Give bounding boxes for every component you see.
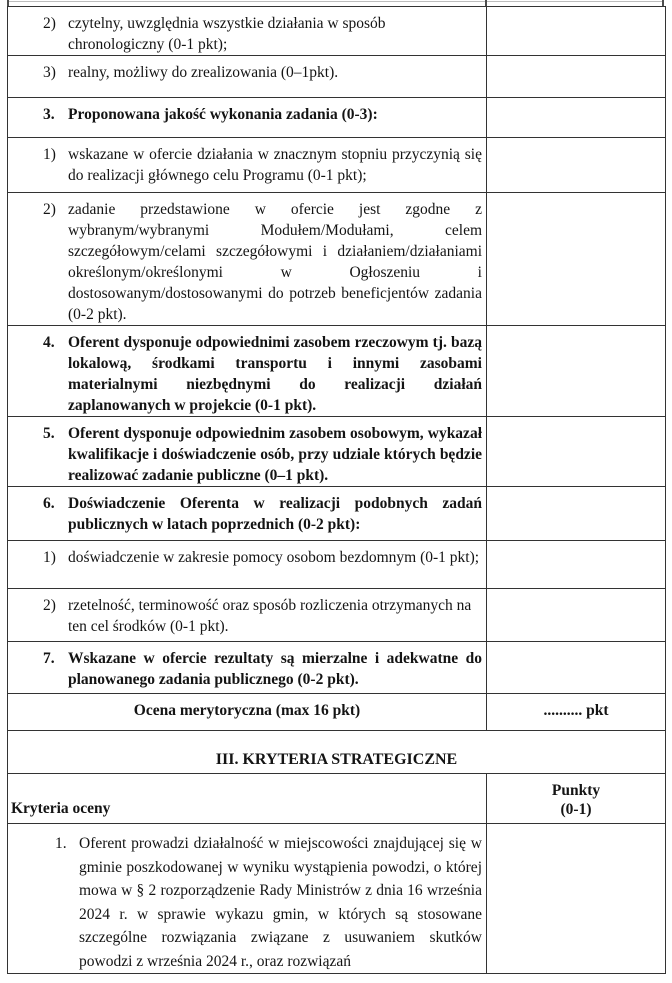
points-header-cell — [487, 774, 666, 824]
item-number: 3. — [43, 106, 55, 123]
criteria-cell — [8, 487, 487, 541]
points-cell — [487, 138, 666, 193]
criteria-row — [8, 7, 666, 56]
item-number: 5. — [43, 425, 55, 442]
criteria-cell — [8, 824, 487, 974]
criteria-cell — [8, 417, 487, 487]
criteria-cell — [8, 56, 487, 98]
criteria-row — [8, 541, 666, 589]
item-number: 2) — [43, 15, 56, 32]
item-number: 1. — [55, 835, 67, 852]
strategic-header-row — [8, 774, 666, 824]
item-number: 2) — [43, 201, 56, 218]
points-cell — [487, 487, 666, 541]
item-number: 1) — [43, 146, 56, 163]
item-text: wskazane w ofercie działania w znacznym stopniu przyczynią się do realizacji głównego celu Programu (0-1 pkt); — [68, 146, 482, 184]
item-text: zadanie przedstawione w ofercie jest zgodne z wybranym/wybranymi Modułem/Modułami, celem szczegółowym/celami szczegółowymi i działaniem/działaniami określonym/określonymi w Ogłoszeniu i dostosowanym/dostosowanymi do potrzeb beneficjentów zadania (0-2 pkt). — [68, 201, 482, 323]
points-cell — [487, 98, 666, 138]
section-heading-row — [8, 731, 666, 774]
section-heading-strategic: III. KRYTERIA STRATEGICZNE — [8, 731, 666, 774]
points-cell — [487, 589, 666, 642]
criteria-cell — [8, 193, 487, 326]
item-text: realny, możliwy do zrealizowania (0–1pkt). — [68, 64, 339, 81]
criteria-cell — [8, 589, 487, 642]
criteria-cell — [8, 98, 487, 138]
points-header-line2: (0-1) — [560, 801, 592, 818]
criteria-row — [8, 642, 666, 694]
criteria-header-cell: Kryteria oceny — [8, 774, 487, 824]
evaluation-criteria-table — [7, 6, 666, 974]
item-text: rzetelność, terminowość oraz sposób rozliczenia otrzymanych na ten cel środków (0-1 pkt). — [68, 597, 472, 635]
criteria-row — [8, 326, 666, 417]
item-text: doświadczenie w zakresie pomocy osobom bezdomnym (0-1 pkt); — [68, 549, 480, 566]
points-cell — [487, 541, 666, 589]
points-cell — [487, 824, 666, 974]
item-text: Oferent dysponuje odpowiednimi zasobem rzeczowym tj. bazą lokalową, środkami transportu i innymi zasobami materialnymi niezbędnymi do realizacji działań zaplanowanych w projekcie (0-1 pkt). — [68, 334, 482, 414]
points-cell — [487, 56, 666, 98]
criteria-cell — [8, 138, 487, 193]
criteria-row — [8, 417, 666, 487]
merit-score-value: .......... pkt — [487, 694, 666, 731]
item-text: Doświadczenie Oferenta w realizacji podobnych zadań publicznych w latach poprzednich (0-2 pkt): — [68, 495, 482, 533]
criteria-row — [8, 193, 666, 326]
criteria-row — [8, 487, 666, 541]
merit-score-label: Ocena merytoryczna (max 16 pkt) — [8, 694, 487, 731]
item-number: 3) — [43, 64, 56, 81]
cutoff-row-border — [7, 1, 664, 2]
item-text: Wskazane w ofercie rezultaty są mierzalne i adekwatne do planowanego zadania publicznego (0-2 pkt). — [68, 650, 482, 688]
item-number: 1) — [43, 549, 56, 566]
points-cell — [487, 193, 666, 326]
criteria-row — [8, 98, 666, 138]
criteria-cell — [8, 642, 487, 694]
item-text: Oferent prowadzi działalność w miejscowości znajdującej się w gminie poszkodowanej w wyniku wystąpienia powodzi, o której mowa w § 2 rozporządzenie Rady Ministrów z dnia 16 września 2024 r. w sprawie wykazu gmin, w których są stosowane szczególne rozwiązania związane z usuwaniem skutków powodzi z września 2024 r., oraz rozwiązań — [79, 835, 482, 970]
criteria-cell — [8, 7, 487, 56]
item-text: Oferent dysponuje odpowiednim zasobem osobowym, wykazał kwalifikacje i doświadczenie osób, przy udziale których będzie realizować zadanie publiczne (0–1 pkt). — [68, 425, 482, 484]
item-number: 2) — [43, 597, 56, 614]
item-number: 4. — [43, 334, 55, 351]
item-number: 7. — [43, 650, 55, 667]
points-cell — [487, 642, 666, 694]
merit-score-row — [8, 694, 666, 731]
criteria-row — [8, 138, 666, 193]
points-header-line1: Punkty — [551, 782, 601, 799]
criteria-row — [8, 824, 666, 974]
item-number: 6. — [43, 495, 55, 512]
points-cell — [487, 326, 666, 417]
item-text: Proponowana jakość wykonania zadania (0-3): — [68, 106, 378, 123]
criteria-row — [8, 589, 666, 642]
points-cell — [487, 7, 666, 56]
criteria-row — [8, 56, 666, 98]
item-text: czytelny, uwzględnia wszystkie działania w sposób chronologiczny (0-1 pkt); — [68, 15, 386, 53]
points-cell — [487, 417, 666, 487]
criteria-cell — [8, 541, 487, 589]
criteria-cell — [8, 326, 487, 417]
